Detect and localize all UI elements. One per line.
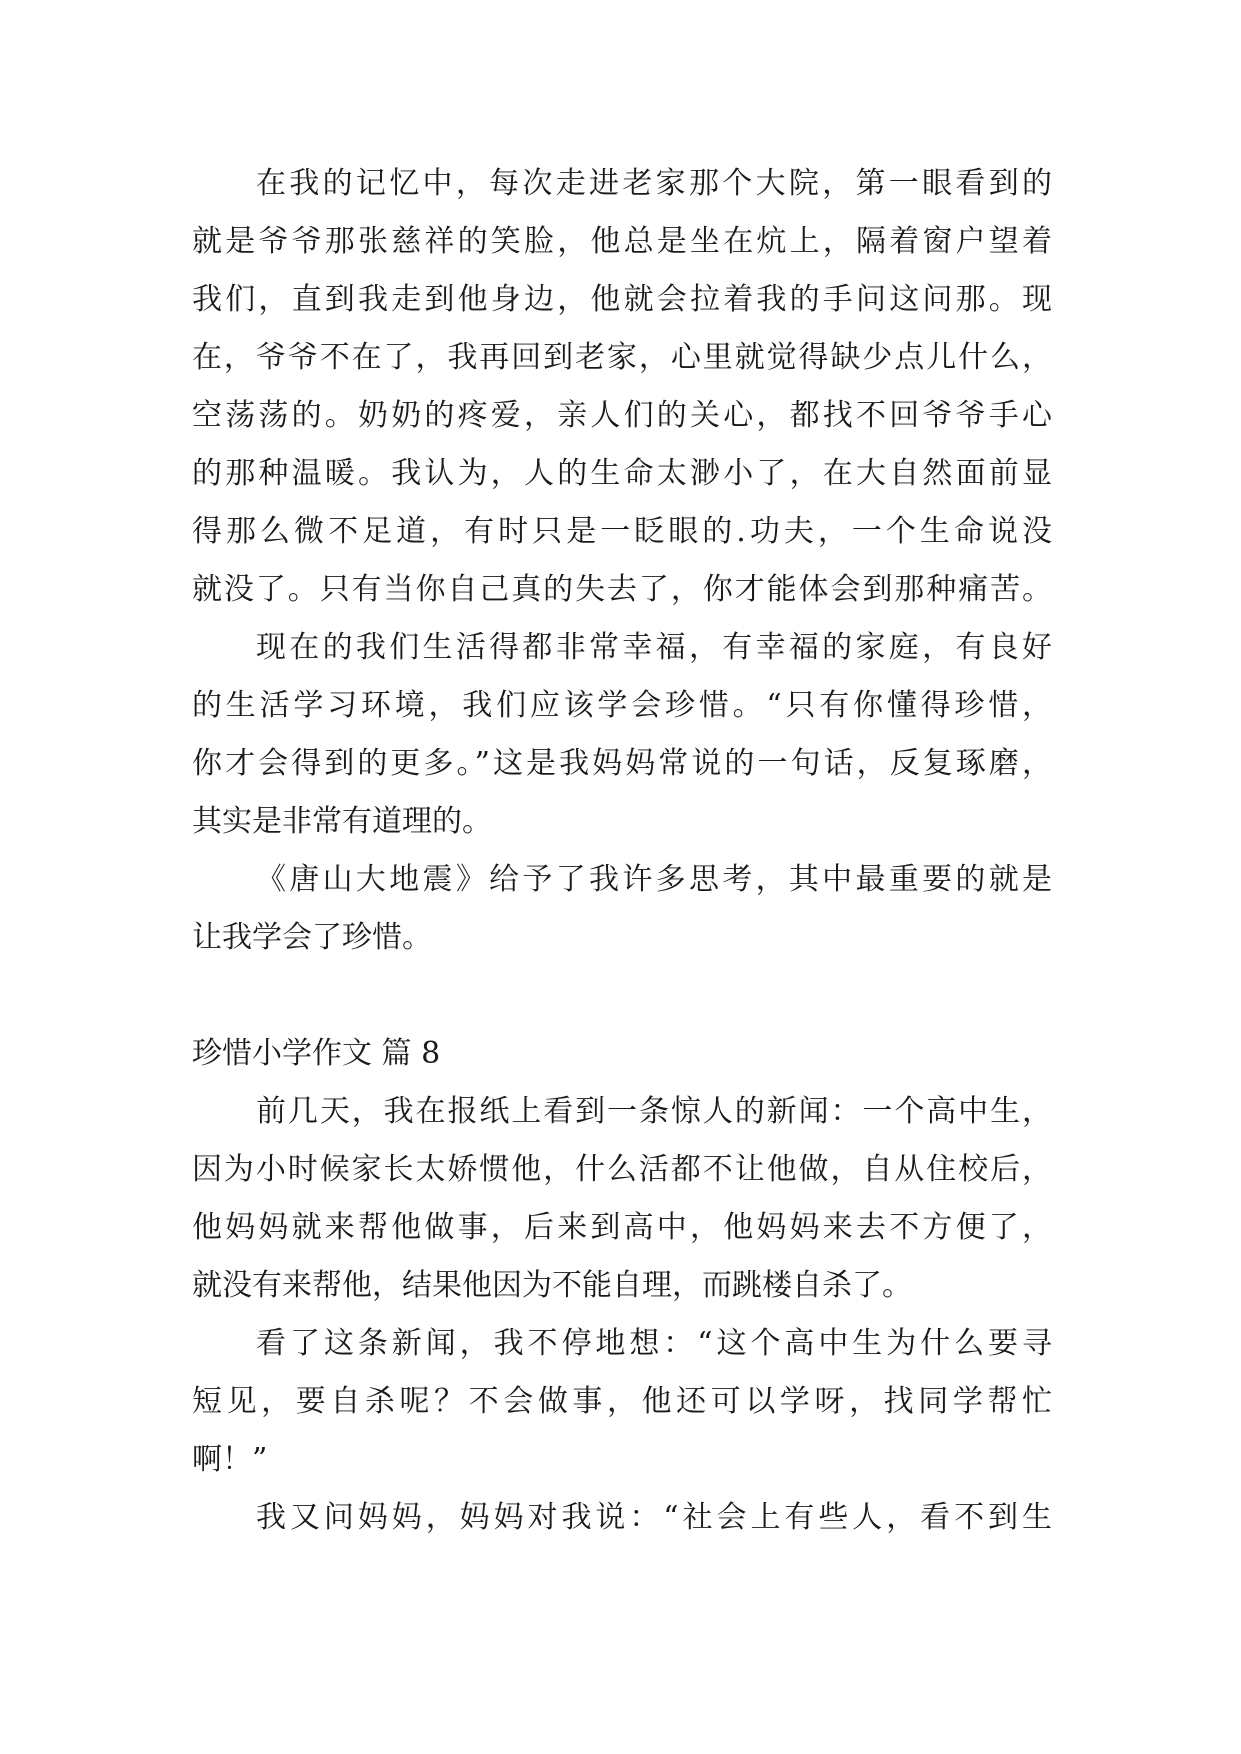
text-line: 让我学会了珍惜。: [192, 920, 432, 955]
text-line: 在我的记忆中，每次走进老家那个大院，第一眼看到的: [256, 166, 1052, 201]
text-line: 我们，直到我走到他身边，他就会拉着我的手问这问那。现: [192, 282, 1052, 317]
text-line: 啊！”: [192, 1442, 268, 1477]
text-line: 前几天，我在报纸上看到一条惊人的新闻：一个高中生，: [256, 1094, 1052, 1129]
text-line: 在，爷爷不在了，我再回到老家，心里就觉得缺少点儿什么，: [192, 340, 1052, 375]
text-line: 他妈妈就来帮他做事，后来到高中，他妈妈来去不方便了，: [192, 1210, 1052, 1245]
text-line: 因为小时候家长太娇惯他，什么活都不让他做，自从住校后，: [192, 1152, 1052, 1187]
text-line: 你才会得到的更多。”这是我妈妈常说的一句话，反复琢磨，: [192, 746, 1052, 781]
section-heading: 珍惜小学作文 篇 8: [192, 1036, 441, 1071]
text-line: 就没有来帮他，结果他因为不能自理，而跳楼自杀了。: [192, 1268, 912, 1303]
text-line: 现在的我们生活得都非常幸福，有幸福的家庭，有良好: [256, 630, 1052, 665]
text-line: 的那种温暖。我认为，人的生命太渺小了，在大自然面前显: [192, 456, 1052, 491]
text-line: 就没了。只有当你自己真的失去了，你才能体会到那种痛苦。: [192, 572, 1052, 607]
text-line: 其实是非常有道理的。: [192, 804, 492, 839]
text-line: 看了这条新闻，我不停地想：“这个高中生为什么要寻: [256, 1326, 1052, 1361]
text-line: 就是爷爷那张慈祥的笑脸，他总是坐在炕上，隔着窗户望着: [192, 224, 1052, 259]
text-line: 我又问妈妈，妈妈对我说：“社会上有些人，看不到生: [256, 1500, 1052, 1535]
text-line: 得那么微不足道，有时只是一眨眼的.功夫，一个生命说没: [192, 514, 1052, 549]
text-line: 的生活学习环境，我们应该学会珍惜。“只有你懂得珍惜，: [192, 688, 1052, 723]
text-line: 空荡荡的。奶奶的疼爱，亲人们的关心，都找不回爷爷手心: [192, 398, 1052, 433]
text-line: 《唐山大地震》给予了我许多思考，其中最重要的就是: [256, 862, 1052, 897]
text-line: 短见，要自杀呢？不会做事，他还可以学呀，找同学帮忙: [192, 1384, 1052, 1419]
